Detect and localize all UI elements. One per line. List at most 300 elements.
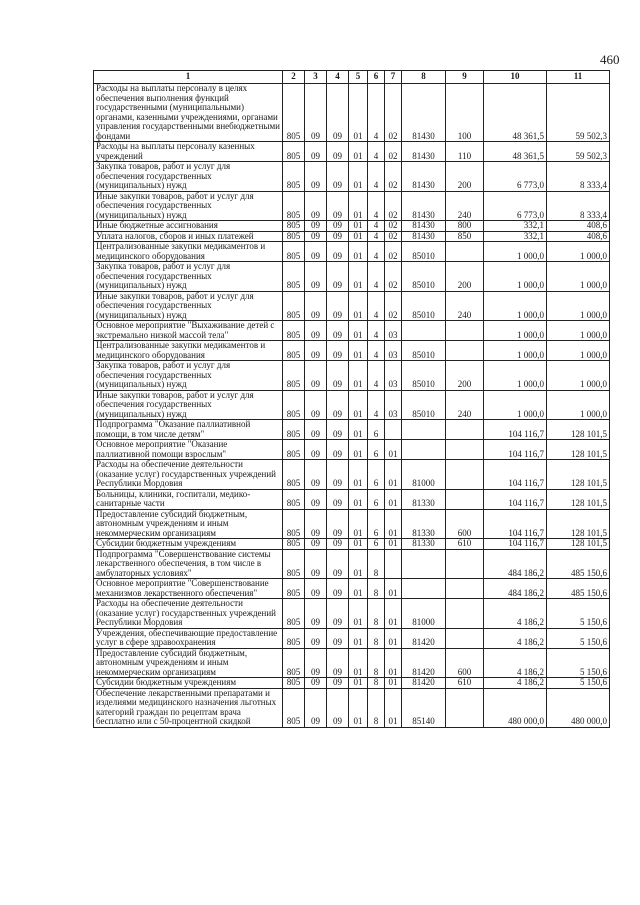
row-code-event: 02: [385, 291, 402, 321]
row-amount-year-2: 128 101,5: [547, 440, 610, 460]
row-code-program: 01: [349, 539, 368, 550]
row-code-expense-type: [446, 579, 484, 599]
row-code-program: 01: [349, 142, 368, 162]
row-code-ministry: 805: [283, 460, 305, 490]
row-amount-year-1: 6 773,0: [484, 191, 547, 221]
row-code-ministry: 805: [283, 539, 305, 550]
row-code-subsection: 09: [327, 509, 349, 539]
row-amount-year-1: 104 116,7: [484, 420, 547, 440]
row-amount-year-2: 1 000,0: [547, 361, 610, 391]
row-amount-year-2: 8 333,4: [547, 191, 610, 221]
row-code-direction: 81430: [402, 231, 446, 242]
row-code-direction: [402, 440, 446, 460]
row-name: Закупка товаров, работ и услуг для обеспечения государственных (муниципальных) нужд: [94, 262, 283, 292]
row-code-event: 01: [385, 579, 402, 599]
row-code-event: 01: [385, 648, 402, 678]
row-code-section: 09: [305, 221, 327, 232]
row-code-subprogram: 6: [368, 509, 385, 539]
table-row: [94, 84, 610, 142]
row-code-section: 09: [305, 688, 327, 727]
budget-table: [93, 70, 610, 728]
row-code-expense-type: [446, 341, 484, 361]
column-header: 2: [283, 71, 305, 84]
row-code-section: 09: [305, 321, 327, 341]
row-amount-year-1: 104 116,7: [484, 489, 547, 509]
row-code-subsection: 09: [327, 191, 349, 221]
row-code-subprogram: 8: [368, 549, 385, 579]
row-code-section: 09: [305, 390, 327, 420]
row-code-expense-type: 800: [446, 221, 484, 232]
row-code-subsection: 09: [327, 221, 349, 232]
row-code-expense-type: 200: [446, 162, 484, 192]
row-code-subprogram: 6: [368, 489, 385, 509]
row-code-event: 03: [385, 321, 402, 341]
row-code-program: 01: [349, 191, 368, 221]
row-amount-year-2: 8 333,4: [547, 162, 610, 192]
row-code-expense-type: 600: [446, 509, 484, 539]
row-code-subprogram: 6: [368, 420, 385, 440]
row-name: Расходы на обеспечение деятельности (оказание услуг) государственных учреждений Республики Мордовия: [94, 460, 283, 490]
row-code-subsection: 09: [327, 242, 349, 262]
column-header: 9: [446, 71, 484, 84]
row-name: Уплата налогов, сборов и иных платежей: [94, 231, 283, 242]
row-code-subsection: 09: [327, 460, 349, 490]
row-amount-year-2: 128 101,5: [547, 460, 610, 490]
table-row: [94, 162, 610, 192]
row-code-program: 01: [349, 221, 368, 232]
row-code-expense-type: [446, 321, 484, 341]
row-amount-year-2: 408,6: [547, 231, 610, 242]
row-code-direction: 85010: [402, 242, 446, 262]
row-code-program: 01: [349, 84, 368, 142]
row-code-ministry: 805: [283, 321, 305, 341]
row-code-section: 09: [305, 142, 327, 162]
row-code-direction: [402, 420, 446, 440]
row-code-subsection: 09: [327, 231, 349, 242]
row-amount-year-1: 104 116,7: [484, 509, 547, 539]
table-row: [94, 579, 610, 599]
row-code-event: 01: [385, 678, 402, 689]
row-code-event: 02: [385, 221, 402, 232]
row-code-expense-type: 610: [446, 678, 484, 689]
row-amount-year-2: 1 000,0: [547, 341, 610, 361]
table-body: [94, 84, 610, 728]
row-code-expense-type: [446, 549, 484, 579]
row-code-subsection: 09: [327, 539, 349, 550]
row-code-section: 09: [305, 678, 327, 689]
row-amount-year-2: 128 101,5: [547, 420, 610, 440]
row-code-program: 01: [349, 549, 368, 579]
row-code-program: 01: [349, 242, 368, 262]
table-row: [94, 440, 610, 460]
row-code-subprogram: 6: [368, 440, 385, 460]
row-code-ministry: 805: [283, 549, 305, 579]
row-code-program: 01: [349, 599, 368, 629]
row-amount-year-2: 128 101,5: [547, 489, 610, 509]
row-code-section: 09: [305, 549, 327, 579]
row-code-expense-type: 240: [446, 291, 484, 321]
row-name: Иные закупки товаров, работ и услуг для обеспечения государственных (муниципальных) нужд: [94, 191, 283, 221]
row-code-direction: 85010: [402, 262, 446, 292]
table-row: [94, 420, 610, 440]
row-name: Субсидии бюджетным учреждениям: [94, 678, 283, 689]
row-code-ministry: 805: [283, 262, 305, 292]
row-code-event: 01: [385, 489, 402, 509]
row-name: Централизованные закупки медикаментов и медицинского оборудования: [94, 341, 283, 361]
row-amount-year-1: 4 186,2: [484, 648, 547, 678]
row-code-event: 02: [385, 142, 402, 162]
row-code-expense-type: 600: [446, 648, 484, 678]
row-code-subprogram: 8: [368, 648, 385, 678]
row-code-direction: 81330: [402, 509, 446, 539]
row-amount-year-2: 128 101,5: [547, 509, 610, 539]
row-code-section: 09: [305, 162, 327, 192]
row-code-section: 09: [305, 84, 327, 142]
row-code-subprogram: 4: [368, 390, 385, 420]
row-code-ministry: 805: [283, 648, 305, 678]
row-name: Закупка товаров, работ и услуг для обеспечения государственных (муниципальных) нужд: [94, 162, 283, 192]
row-code-section: 09: [305, 628, 327, 648]
row-code-subsection: 09: [327, 678, 349, 689]
row-code-event: 01: [385, 509, 402, 539]
row-amount-year-1: 1 000,0: [484, 361, 547, 391]
row-code-event: 02: [385, 242, 402, 262]
row-code-ministry: 805: [283, 191, 305, 221]
row-code-direction: [402, 321, 446, 341]
row-code-subprogram: 8: [368, 688, 385, 727]
row-code-subsection: 09: [327, 628, 349, 648]
row-code-subprogram: 4: [368, 321, 385, 341]
row-code-expense-type: 850: [446, 231, 484, 242]
row-code-ministry: 805: [283, 142, 305, 162]
row-code-program: 01: [349, 579, 368, 599]
row-code-ministry: 805: [283, 242, 305, 262]
row-amount-year-2: 1 000,0: [547, 390, 610, 420]
row-amount-year-2: 5 150,6: [547, 628, 610, 648]
row-code-expense-type: 240: [446, 390, 484, 420]
row-code-direction: [402, 549, 446, 579]
row-code-direction: 85010: [402, 361, 446, 391]
row-code-direction: 81430: [402, 84, 446, 142]
row-code-subsection: 09: [327, 599, 349, 629]
row-code-subsection: 09: [327, 489, 349, 509]
row-amount-year-1: 4 186,2: [484, 628, 547, 648]
row-code-direction: 81330: [402, 539, 446, 550]
row-code-subsection: 09: [327, 262, 349, 292]
row-name: Обеспечение лекарственными препаратами и изделиями медицинского назначения льготных категорий граждан по рецептам врача бесплатно или с 50-процентной скидкой: [94, 688, 283, 727]
row-code-section: 09: [305, 191, 327, 221]
row-code-subsection: 09: [327, 291, 349, 321]
table-row: [94, 191, 610, 221]
row-name: Централизованные закупки медикаментов и медицинского оборудования: [94, 242, 283, 262]
row-code-ministry: 805: [283, 489, 305, 509]
row-code-event: 03: [385, 361, 402, 391]
row-code-subsection: 09: [327, 420, 349, 440]
row-code-event: 03: [385, 390, 402, 420]
row-code-section: 09: [305, 361, 327, 391]
row-code-event: 02: [385, 162, 402, 192]
row-code-subsection: 09: [327, 142, 349, 162]
row-amount-year-2: 5 150,6: [547, 648, 610, 678]
row-amount-year-2: 480 000,0: [547, 688, 610, 727]
row-code-expense-type: 100: [446, 84, 484, 142]
column-header: 4: [327, 71, 349, 84]
row-code-program: 01: [349, 420, 368, 440]
row-code-program: 01: [349, 262, 368, 292]
row-code-direction: 81000: [402, 599, 446, 629]
row-amount-year-1: 104 116,7: [484, 539, 547, 550]
row-code-ministry: 805: [283, 579, 305, 599]
row-amount-year-2: 1 000,0: [547, 291, 610, 321]
table-row: [94, 231, 610, 242]
row-code-event: 02: [385, 191, 402, 221]
column-header: 1: [94, 71, 283, 84]
row-code-expense-type: [446, 460, 484, 490]
row-code-expense-type: [446, 242, 484, 262]
row-amount-year-1: 6 773,0: [484, 162, 547, 192]
row-code-subsection: 09: [327, 341, 349, 361]
row-code-program: 01: [349, 509, 368, 539]
row-code-program: 01: [349, 291, 368, 321]
column-header: 11: [547, 71, 610, 84]
row-code-subsection: 09: [327, 361, 349, 391]
table-row: [94, 539, 610, 550]
row-code-event: 02: [385, 84, 402, 142]
row-code-subprogram: 4: [368, 231, 385, 242]
row-name: Иные бюджетные ассигнования: [94, 221, 283, 232]
row-code-subprogram: 4: [368, 291, 385, 321]
row-code-expense-type: [446, 599, 484, 629]
row-code-expense-type: [446, 489, 484, 509]
row-code-subprogram: 4: [368, 162, 385, 192]
row-amount-year-1: 332,1: [484, 231, 547, 242]
row-code-expense-type: [446, 628, 484, 648]
row-code-direction: 85010: [402, 291, 446, 321]
row-code-event: 02: [385, 231, 402, 242]
row-code-ministry: 805: [283, 390, 305, 420]
row-amount-year-1: 1 000,0: [484, 291, 547, 321]
row-code-direction: 81330: [402, 489, 446, 509]
row-code-ministry: 805: [283, 688, 305, 727]
row-amount-year-2: 485 150,6: [547, 579, 610, 599]
row-code-subprogram: 8: [368, 579, 385, 599]
row-code-program: 01: [349, 361, 368, 391]
row-code-expense-type: 200: [446, 262, 484, 292]
row-code-subprogram: 4: [368, 361, 385, 391]
row-code-section: 09: [305, 291, 327, 321]
table-row: [94, 221, 610, 232]
row-code-subprogram: 4: [368, 262, 385, 292]
table-row: [94, 678, 610, 689]
row-code-ministry: 805: [283, 162, 305, 192]
row-code-event: 01: [385, 539, 402, 550]
table-row: [94, 142, 610, 162]
row-amount-year-1: 1 000,0: [484, 341, 547, 361]
row-amount-year-2: 1 000,0: [547, 242, 610, 262]
column-header: 8: [402, 71, 446, 84]
column-header: 3: [305, 71, 327, 84]
table-row: [94, 262, 610, 292]
row-amount-year-2: 1 000,0: [547, 262, 610, 292]
row-amount-year-2: 485 150,6: [547, 549, 610, 579]
row-code-subsection: 09: [327, 549, 349, 579]
row-amount-year-2: 128 101,5: [547, 539, 610, 550]
row-code-program: 01: [349, 489, 368, 509]
row-amount-year-2: 59 502,3: [547, 142, 610, 162]
row-code-direction: 81430: [402, 142, 446, 162]
row-code-ministry: 805: [283, 231, 305, 242]
row-code-direction: 81430: [402, 221, 446, 232]
row-code-section: 09: [305, 420, 327, 440]
table-row: [94, 628, 610, 648]
table-row: [94, 361, 610, 391]
row-code-event: 01: [385, 460, 402, 490]
row-name: Основное мероприятие "Оказание паллиативной помощи взрослым": [94, 440, 283, 460]
row-code-subsection: 09: [327, 321, 349, 341]
row-code-ministry: 805: [283, 678, 305, 689]
row-code-subprogram: 8: [368, 599, 385, 629]
row-code-subprogram: 4: [368, 221, 385, 232]
row-name: Иные закупки товаров, работ и услуг для обеспечения государственных (муниципальных) нужд: [94, 390, 283, 420]
row-code-expense-type: 200: [446, 361, 484, 391]
row-amount-year-2: 5 150,6: [547, 599, 610, 629]
row-code-program: 01: [349, 341, 368, 361]
row-code-event: 01: [385, 688, 402, 727]
table-row: [94, 242, 610, 262]
row-code-subsection: 09: [327, 648, 349, 678]
row-code-event: [385, 549, 402, 579]
row-code-program: 01: [349, 390, 368, 420]
row-name: Основное мероприятие "Выхаживание детей с экстремально низкой массой тела": [94, 321, 283, 341]
row-amount-year-2: 5 150,6: [547, 678, 610, 689]
row-name: Подпрограмма "Оказание паллиативной помощи, в том числе детям": [94, 420, 283, 440]
table-row: [94, 648, 610, 678]
row-code-subprogram: 4: [368, 242, 385, 262]
row-code-program: 01: [349, 460, 368, 490]
row-amount-year-2: 1 000,0: [547, 321, 610, 341]
row-code-direction: 85010: [402, 341, 446, 361]
row-code-section: 09: [305, 539, 327, 550]
row-name: Иные закупки товаров, работ и услуг для обеспечения государственных (муниципальных) нужд: [94, 291, 283, 321]
row-code-section: 09: [305, 242, 327, 262]
row-code-subsection: 09: [327, 162, 349, 192]
row-code-section: 09: [305, 648, 327, 678]
page-number: 460: [600, 52, 620, 67]
row-amount-year-1: 484 186,2: [484, 579, 547, 599]
row-amount-year-1: 1 000,0: [484, 321, 547, 341]
row-code-event: 01: [385, 599, 402, 629]
row-amount-year-1: 48 361,5: [484, 142, 547, 162]
table-row: [94, 489, 610, 509]
row-name: Предоставление субсидий бюджетным, автономным учреждениям и иным некоммерческим организациям: [94, 509, 283, 539]
row-code-direction: 85140: [402, 688, 446, 727]
row-amount-year-1: 484 186,2: [484, 549, 547, 579]
column-header: 6: [368, 71, 385, 84]
row-code-event: 01: [385, 628, 402, 648]
row-amount-year-1: 1 000,0: [484, 242, 547, 262]
row-code-direction: 81420: [402, 628, 446, 648]
row-amount-year-1: 332,1: [484, 221, 547, 232]
row-code-subsection: 09: [327, 390, 349, 420]
row-code-program: 01: [349, 678, 368, 689]
row-code-direction: 81420: [402, 648, 446, 678]
row-amount-year-1: 480 000,0: [484, 688, 547, 727]
row-code-expense-type: [446, 440, 484, 460]
row-code-expense-type: [446, 688, 484, 727]
row-code-program: 01: [349, 231, 368, 242]
row-code-direction: 81420: [402, 678, 446, 689]
table-row: [94, 390, 610, 420]
row-code-subsection: 09: [327, 579, 349, 599]
table-row: [94, 291, 610, 321]
row-code-ministry: 805: [283, 84, 305, 142]
row-code-program: 01: [349, 321, 368, 341]
row-code-direction: 81430: [402, 162, 446, 192]
table-row: [94, 549, 610, 579]
row-code-ministry: 805: [283, 440, 305, 460]
row-code-subprogram: 6: [368, 539, 385, 550]
header-row: [94, 71, 610, 84]
row-code-section: 09: [305, 262, 327, 292]
row-code-section: 09: [305, 489, 327, 509]
row-name: Субсидии бюджетным учреждениям: [94, 539, 283, 550]
row-amount-year-1: 48 361,5: [484, 84, 547, 142]
row-code-ministry: 805: [283, 420, 305, 440]
row-name: Подпрограмма "Совершенствование системы лекарственного обеспечения, в том числе в амбулаторных условиях": [94, 549, 283, 579]
row-code-section: 09: [305, 341, 327, 361]
row-code-expense-type: [446, 420, 484, 440]
row-name: Учреждения, обеспечивающие предоставление услуг в сфере здравоохранения: [94, 628, 283, 648]
row-code-expense-type: 110: [446, 142, 484, 162]
row-code-section: 09: [305, 579, 327, 599]
row-code-subsection: 09: [327, 84, 349, 142]
row-name: Предоставление субсидий бюджетным, автономным учреждениям и иным некоммерческим организациям: [94, 648, 283, 678]
table-row: [94, 341, 610, 361]
row-code-program: 01: [349, 162, 368, 192]
table-row: [94, 688, 610, 727]
column-header: 5: [349, 71, 368, 84]
row-code-event: 02: [385, 262, 402, 292]
row-code-ministry: 805: [283, 291, 305, 321]
row-amount-year-1: 1 000,0: [484, 390, 547, 420]
row-code-ministry: 805: [283, 341, 305, 361]
row-amount-year-1: 104 116,7: [484, 460, 547, 490]
row-name: Закупка товаров, работ и услуг для обеспечения государственных (муниципальных) нужд: [94, 361, 283, 391]
row-code-ministry: 805: [283, 221, 305, 232]
row-code-subprogram: 6: [368, 460, 385, 490]
row-amount-year-1: 1 000,0: [484, 262, 547, 292]
row-code-program: 01: [349, 688, 368, 727]
row-code-section: 09: [305, 599, 327, 629]
row-code-program: 01: [349, 628, 368, 648]
row-code-section: 09: [305, 460, 327, 490]
column-header: 10: [484, 71, 547, 84]
row-name: Расходы на обеспечение деятельности (оказание услуг) государственных учреждений Республики Мордовия: [94, 599, 283, 629]
table-row: [94, 321, 610, 341]
column-header: 7: [385, 71, 402, 84]
row-amount-year-1: 4 186,2: [484, 678, 547, 689]
row-code-direction: 81000: [402, 460, 446, 490]
row-amount-year-2: 59 502,3: [547, 84, 610, 142]
row-code-ministry: 805: [283, 628, 305, 648]
row-code-direction: [402, 579, 446, 599]
row-code-section: 09: [305, 509, 327, 539]
row-name: Основное мероприятие "Совершенствование механизмов лекарственного обеспечения": [94, 579, 283, 599]
row-amount-year-2: 408,6: [547, 221, 610, 232]
row-code-subprogram: 8: [368, 628, 385, 648]
row-code-subprogram: 4: [368, 142, 385, 162]
row-code-subsection: 09: [327, 440, 349, 460]
